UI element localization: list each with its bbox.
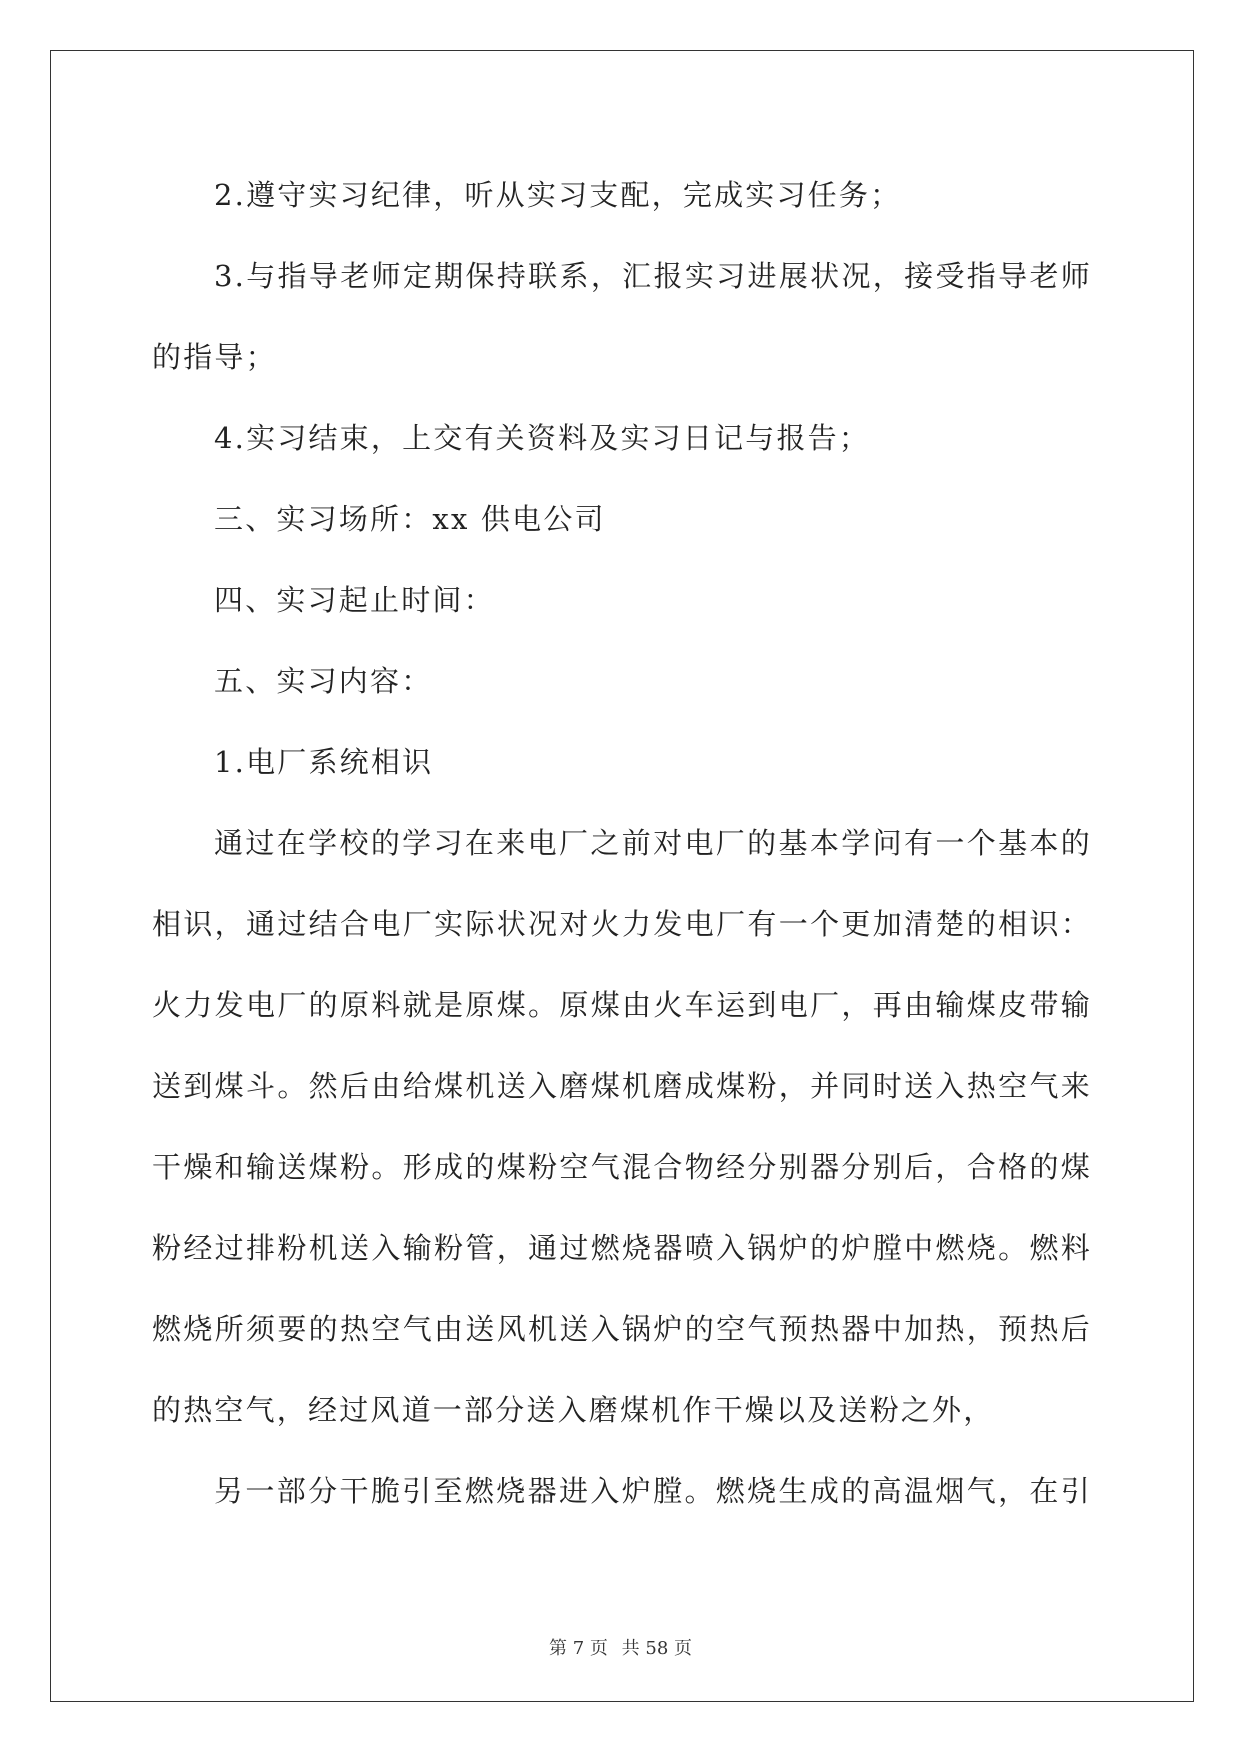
paragraph-line: 另一部分干脆引至燃烧器进入炉膛。燃烧生成的高温烟气，在引 — [214, 1474, 1092, 1508]
page-number: 第 7 页 — [549, 1638, 608, 1659]
page-footer — [0, 1634, 1241, 1660]
document-body — [152, 160, 1092, 1537]
paragraph-line: 火力发电厂的原料就是原煤。原煤由火车运到电厂，再由输煤皮带输 — [152, 988, 1092, 1022]
paragraph-line: 通过在学校的学习在来电厂之前对电厂的基本学问有一个基本的 — [214, 826, 1092, 860]
list-item-3-continued: 的指导； — [152, 340, 277, 374]
paragraph-line: 干燥和输送煤粉。形成的煤粉空气混合物经分别器分别后，合格的煤 — [152, 1150, 1092, 1184]
paragraph-line: 粉经过排粉机送入输粉管，通过燃烧器喷入锅炉的炉膛中燃烧。燃料 — [152, 1231, 1092, 1265]
paragraph-line: 送到煤斗。然后由给煤机送入磨煤机磨成煤粉，并同时送入热空气来 — [152, 1069, 1092, 1103]
subsection-heading-power-plant: 1.电厂系统相识 — [214, 745, 434, 779]
list-item-4: 4.实习结束，上交有关资料及实习日记与报告； — [214, 421, 871, 455]
paragraph-line: 燃烧所须要的热空气由送风机送入锅炉的空气预热器中加热，预热后 — [152, 1312, 1092, 1346]
section-heading-content: 五、实习内容： — [214, 664, 433, 698]
section-heading-period: 四、实习起止时间： — [214, 583, 495, 617]
list-item-2: 2.遵守实习纪律，听从实习支配，完成实习任务； — [214, 178, 902, 212]
section-heading-location: 三、实习场所：xx 供电公司 — [214, 502, 606, 536]
page-total: 共 58 页 — [621, 1638, 692, 1659]
paragraph-line: 相识，通过结合电厂实际状况对火力发电厂有一个更加清楚的相识： — [152, 907, 1092, 941]
list-item-3: 3.与指导老师定期保持联系，汇报实习进展状况，接受指导老师 — [214, 259, 1092, 293]
paragraph-line: 的热空气，经过风道一部分送入磨煤机作干燥以及送粉之外， — [152, 1393, 995, 1427]
